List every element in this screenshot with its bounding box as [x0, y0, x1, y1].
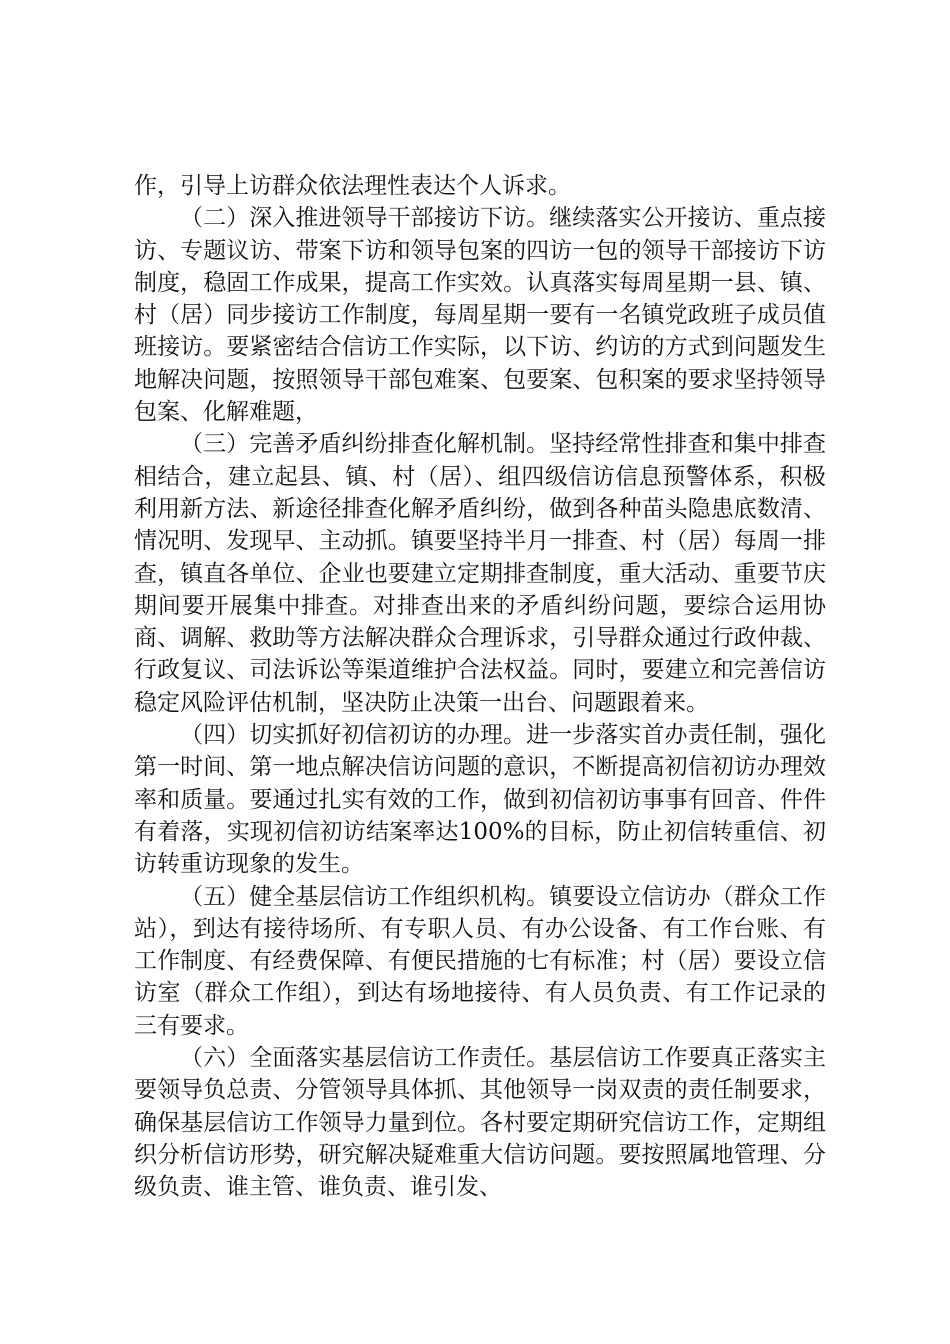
paragraph-grassroots-responsibility: （六）全面落实基层信访工作责任。基层信访工作要真正落实主要领导负总责、分管领导具体抓、其他领导一岗双责的责任制要求，确保基层信访工作领导力量到位。各村要定期研究信访工作，定期组织分析信访形势，研究解决疑难重大信访问题。要按照属地管理、分级负责、谁主管、谁负责、谁引发、	[134, 1045, 826, 1201]
paragraph-continuation: 作，引导上访群众依法理性表达个人诉求。	[134, 173, 571, 199]
body-text	[134, 170, 826, 1204]
paragraph-initial-petitions: （四）切实抓好初信初访的办理。进一步落实首办责任制，强化第一时间、第一地点解决信访问题的意识，不断提高初信初访办理效率和质量。要通过扎实有效的工作，做到初信初访事事有回音、件件有着落，实现初信初访结案率达100%的目标，防止初信转重信、初访转重访现象的发生。	[134, 722, 826, 878]
paragraph-leader-visits: （二）深入推进领导干部接访下访。继续落实公开接访、重点接访、专题议访、带案下访和领导包案的四访一包的领导干部接访下访制度，稳固工作成果，提高工作实效。认真落实每周星期一县、镇、村（居）同步接访工作制度，每周星期一要有一名镇党政班子成员值班接访。要紧密结合信访工作实际，以下访、约访的方式到问题发生地解决问题，按照领导干部包难案、包要案、包积案的要求坚持领导包案、化解难题，	[134, 205, 826, 426]
paragraph-grassroots-organization: （五）健全基层信访工作组织机构。镇要设立信访办（群众工作站），到达有接待场所、有专职人员、有办公设备、有工作台账、有工作制度、有经费保障、有便民措施的七有标准；村（居）要设立信访室（群众工作组），到达有场地接待、有人员负责、有工作记录的三有要求。	[134, 883, 826, 1039]
paragraph-dispute-screening: （三）完善矛盾纠纷排查化解机制。坚持经常性排查和集中排查相结合，建立起县、镇、村（居）、组四级信访信息预警体系，积极利用新方法、新途径排查化解矛盾纠纷，做到各种苗头隐患底数清、情况明、发现早、主动抓。镇要坚持半月一排查、村（居）每周一排查，镇直各单位、企业也要建立定期排查制度，重大活动、重要节庆期间要开展集中排查。对排查出来的矛盾纠纷问题，要综合运用协商、调解、救助等方法解决群众合理诉求，引导群众通过行政仲裁、行政复议、司法诉讼等渠道维护合法权益。同时，要建立和完善信访稳定风险评估机制，坚决防止决策一出台、问题跟着来。	[134, 431, 826, 716]
